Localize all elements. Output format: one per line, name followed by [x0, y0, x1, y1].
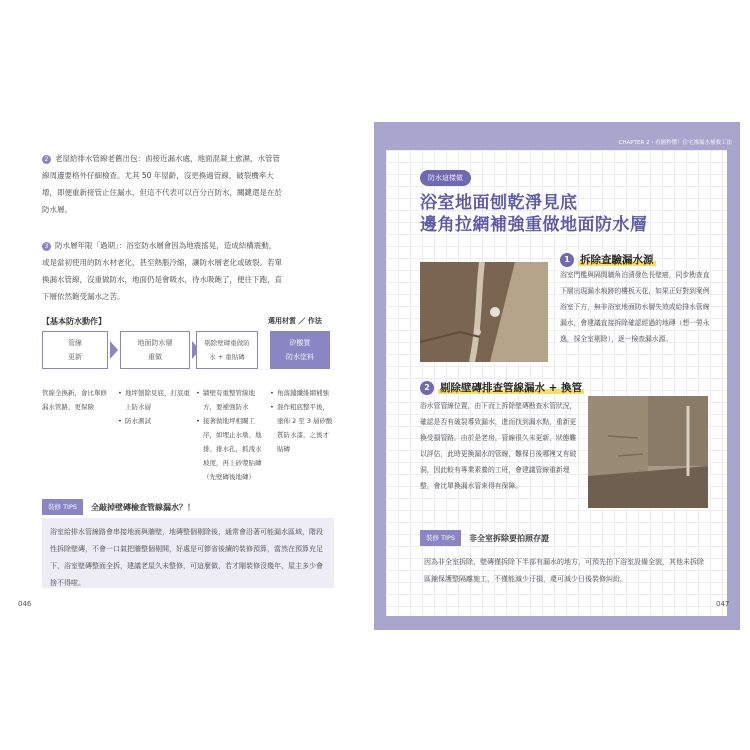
left-tips-box: 浴室給排水管線路會串接地面與牆壁，地磚整個剔除後，通常會沿著可能漏水區域，階段性拆除壁磚，不會一口氣把牆整個剔開，好處是可節省後續的裝修預算，當然在預算充足下，浴室壁磚整面全拆，建議老屋久未整修，可這麼做，若才剛裝修沒幾年，屋主多少會捨不得啦。: [42, 518, 334, 588]
tips-badge: 裝修 TIPS: [42, 499, 83, 515]
step-arrow: [110, 341, 118, 359]
floor-demolition-photo: [420, 262, 548, 362]
page-number-left: 046: [18, 600, 32, 608]
tips-title: 全敲掉壁磚檢查管線漏水？！: [91, 502, 195, 512]
item-2-text: 老屋給排水管線老舊出包：鹵接近漏水處，地面混凝土愈濕，水管管線周邊要格外仔細檢查。尤其 50 年屋齡，沒更換過管線，破裂機率大增，即便重新接管止住漏水，但這不代表可以百分百防水，關鍵還是在於防水層。: [42, 154, 282, 214]
section-badge: 防水這樣做: [420, 170, 471, 186]
section-1-body: 浴室門檻與隔間牆角泊漬發色長壁癌，同步勘查直下層出現漏水痕跡的樓板天花，如果正好對到案例浴室下方，無非浴室地面防水層失效或給排水管線漏水，會建議直接拆除確認經過的地磚（想一勞永逸，採全室剔除），逐一檢查漏水源。: [560, 271, 710, 343]
step-pipe-renew: 管線 更新: [42, 331, 108, 369]
intro-item-2: [42, 150, 282, 218]
material-title: 選用材質 ／ 作法: [268, 317, 322, 325]
section-2-title: [420, 380, 584, 395]
step-wall-redo: 剔除壁磚重做防 水 + 重貼磚: [196, 331, 258, 369]
step-silicate-coating: 矽酸質 防水塗料: [270, 331, 330, 369]
section-2-body: 浴水管管線位置，由下而上拆除壁磚勘查水管狀況，確認是否有破裂導致漏水，進而找到漏水點，重新更換受損管路。由於是老房，管線很久未更新，狀態難以評估，此時更換漏水的管線，難保日後哪裡又有破洞，因此較有專業素養的工班，會建議管線重新埋整，會比單換漏水管來得有保障。: [420, 402, 577, 490]
desc-pipe-text: 管線全換新，會比單修漏水管路，更保險: [42, 389, 107, 411]
page-title-line-1: 浴室地面刨乾淨見底: [420, 193, 578, 213]
desc-floor: [118, 386, 192, 428]
page-title-line-2: 邊角拉網補強重做地面防水層: [420, 215, 648, 235]
item-number-badge: 3: [42, 242, 51, 251]
right-tips-header: [420, 530, 549, 546]
desc-floor-item: • 防水測試: [118, 414, 192, 428]
chapter-header: CHAPTER 2・看圖秒懂！住宅滲漏水補救工法: [618, 140, 732, 146]
section-1-title: [560, 252, 656, 267]
tips-badge: 裝修 TIPS: [420, 530, 461, 546]
left-tips-header: [42, 499, 195, 515]
basic-actions-title: 【基本防水動作】: [42, 317, 106, 326]
desc-coating: [270, 386, 334, 456]
item-number-badge: 2: [42, 155, 51, 164]
section-2-title-text: 剔除壁磚排查管線漏水 + 換管: [440, 382, 583, 394]
desc-pipe: [42, 386, 110, 414]
page-number-right: 047: [716, 600, 730, 608]
tips-title: 非全室拆除要拍照存證: [469, 533, 549, 543]
section-1-title-text: 拆除查驗漏水源: [580, 254, 654, 266]
section-2-number: 2: [420, 381, 434, 395]
desc-coating-item: • 混作粗底整平後，塗佈 2 至 3 層矽酸質防水漆，之後才貼磚: [270, 400, 334, 456]
intro-item-3: [42, 237, 282, 305]
section-1-number: 1: [560, 253, 574, 267]
wall-demolition-photo: [588, 396, 708, 508]
desc-floor-item: • 地坪刨除見底，打底重上防水層: [118, 386, 192, 414]
desc-wall-item: • 接著做地坪相關工序，如埋止水墩、地排、排水孔，抓洩水坡度，再上砂漿貼磚（先壁磚後地磚）: [196, 414, 264, 484]
item-3-text: 防水層年限「過期」：浴室防水層會因為地震搖晃，造成結構震動，或是當初使用的防水材老化，甚至熱脹冷縮，讓防水層老化或破裂。若單換漏水管線，沒重做防水，地面仍是會吸水，待水吸飽了，便往下跑，直下層依然飽受漏水之苦。: [42, 241, 282, 301]
desc-wall: [196, 386, 264, 484]
desc-coating-item: • 角落鋪纖維網補強: [270, 386, 334, 400]
step-floor-waterproof: 地面防水層 重做: [120, 331, 190, 369]
desc-wall-item: • 牆壁有重整管線地方，要補強防水: [196, 386, 264, 414]
right-tips-box: 因為非全室拆除，壁磚僅拆除下半部有漏水的地方，可預先拍下浴室設備全貌，其他未拆除區鋪保護整隔離施工，不僅能減少汙損，還可減少日後裝修糾紛。: [424, 558, 704, 583]
